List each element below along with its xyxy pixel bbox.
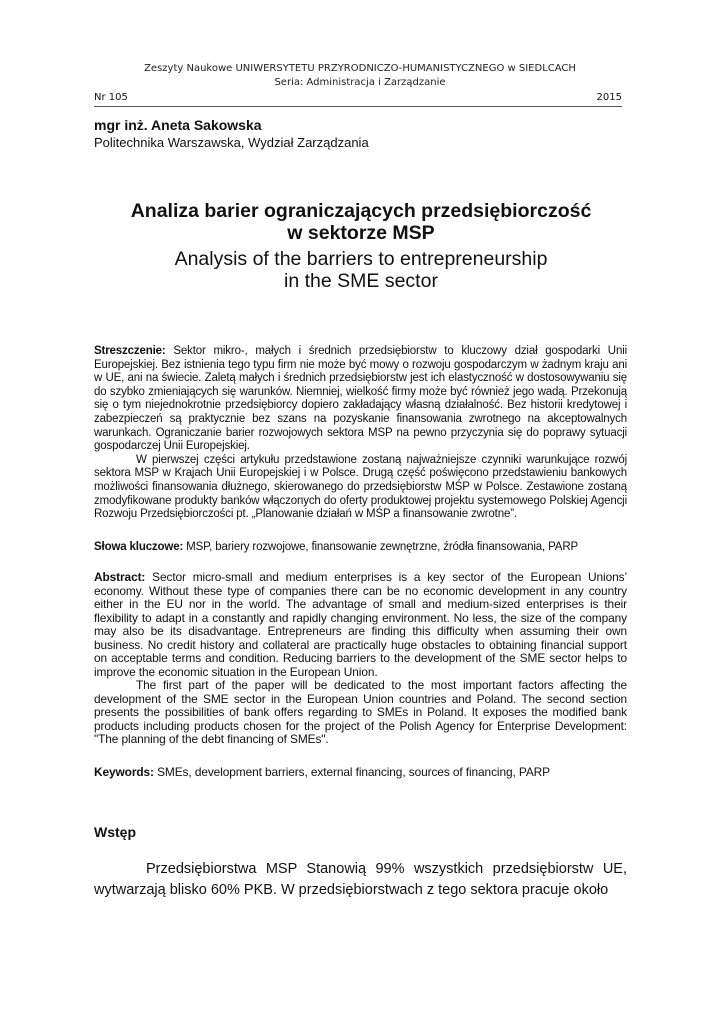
streszczenie-block <box>94 345 627 522</box>
issue-year: 2015 <box>596 92 622 103</box>
slowa-kluczowe-label: Słowa kluczowe: <box>94 541 184 553</box>
section-heading: Wstęp <box>94 824 136 840</box>
abstract-label: Abstract: <box>94 570 146 584</box>
streszczenie-label: Streszczenie: <box>94 345 166 357</box>
abstract-p1 <box>94 571 627 679</box>
author-name: mgr inż. Aneta Sakowska <box>94 117 262 133</box>
abstract-p2: The first part of the paper will be dedicated to the most important factors affecting the development of the SME sector in the European Union countries and Poland. The second section presents the possibilities of bank offers regarding to SMEs in Poland. It exposes the modified bank products including products chosen for the project of the Polish Agency for Enterprise Development: "The planning of the debt financing of SMEs". <box>94 678 627 746</box>
slowa-kluczowe-text: MSP, bariery rozwojowe, finansowanie zewnętrzne, źródła finansowania, PARP <box>183 541 579 553</box>
title-polish <box>94 200 628 244</box>
author-affiliation: Politechnika Warszawska, Wydział Zarządzania <box>94 135 369 150</box>
header-rule <box>94 106 622 107</box>
journal-name: Zeszyty Naukowe UNIWERSYTETU PRZYRODNICZO-HUMANISTYCZNEGO w SIEDLCACH <box>144 63 576 74</box>
streszczenie-text-1: Sektor mikro-, małych i średnich przedsiębiorstw to kluczowy dział gospodarki Unii Europejskiej. Bez istnienia tego typu firm nie może być mowy o rozwoju gospodarczym w żadnym kraju ani w UE, ani na świecie. Zaletą małych i średnich przedsiębiorstw jest ich elastyczność w dostosowywaniu się do szybko zmieniających się warunków. Niemniej, wielkość firmy może być również jego wadą. Przekonują się o tym niejednokrotnie przedsiębiorcy dopiero zakładający własną działalność. Bez historii kredytowej i zabezpieczeń są praktycznie bez szans na pozyskanie finansowania zwrotnego na akceptowalnych warunkach. Ograniczanie barier rozwojowych sektora MSP na pewno przyczynia się do poprawy sytuacji gospodarczej Unii Europejskiej. <box>94 345 627 453</box>
title-english-line1: Analysis of the barriers to entrepreneurship <box>174 248 548 270</box>
abstract-block <box>94 571 627 747</box>
keywords-block <box>94 766 627 780</box>
keywords-label: Keywords: <box>94 765 154 779</box>
issue-number: Nr 105 <box>94 92 128 103</box>
slowa-kluczowe-block <box>94 541 627 555</box>
title-english-line2: in the SME sector <box>284 270 438 292</box>
streszczenie-p1 <box>94 345 627 454</box>
title-polish-line2: w sektorze MSP <box>287 222 435 244</box>
section-body: Przedsiębiorstwa MSP Stanowią 99% wszystkich przedsiębiorstw UE, wytwarzają blisko 60% PKB. W przedsiębiorstwach z tego sektora pracuje około <box>94 861 627 898</box>
title-english <box>94 248 628 292</box>
abstract-text-1: Sector micro-small and medium enterprises is a key sector of the European Unions’ economy. Without these type of companies there can be no economic development in any country either in the EU nor in the world. The advantage of small and medium-sized enterprises is their flexibility to adapt in a constantly and rapidly changing environment. No less, the size of the company may also be its disadvantage. Entrepreneurs are finding this difficulty when assuming their own business. No credit history and collateral are practically huge obstacles to obtaining financial support on acceptable terms and condition. Reducing barriers to the development of the SME sector helps to improve the economic situation in the European Union. <box>94 570 627 679</box>
streszczenie-p2: W pierwszej części artykułu przedstawione zostaną najważniejsze czynniki warunkujące rozwój sektora MSP w Krajach Unii Europejskiej i w Polsce. Drugą część poświęcono przedstawieniu bankowych możliwości finansowania dłużnego, skierowanego do przedsiębiorstw MŚP w Polsce. Zestawione zostaną zmodyfikowane produkty banków włączonych do oferty produktowej projektu systemowego Polskiej Agencji Rozwoju Przedsiębiorczości pt. „Planowanie działań w MŚP a finansowanie zwrotne”. <box>94 453 627 521</box>
title-polish-line1: Analiza barier ograniczających przedsiębiorczość <box>130 200 592 222</box>
journal-series: Seria: Administracja i Zarządzanie <box>274 77 446 88</box>
keywords-text: SMEs, development barriers, external financing, sources of financing, PARP <box>153 765 550 779</box>
